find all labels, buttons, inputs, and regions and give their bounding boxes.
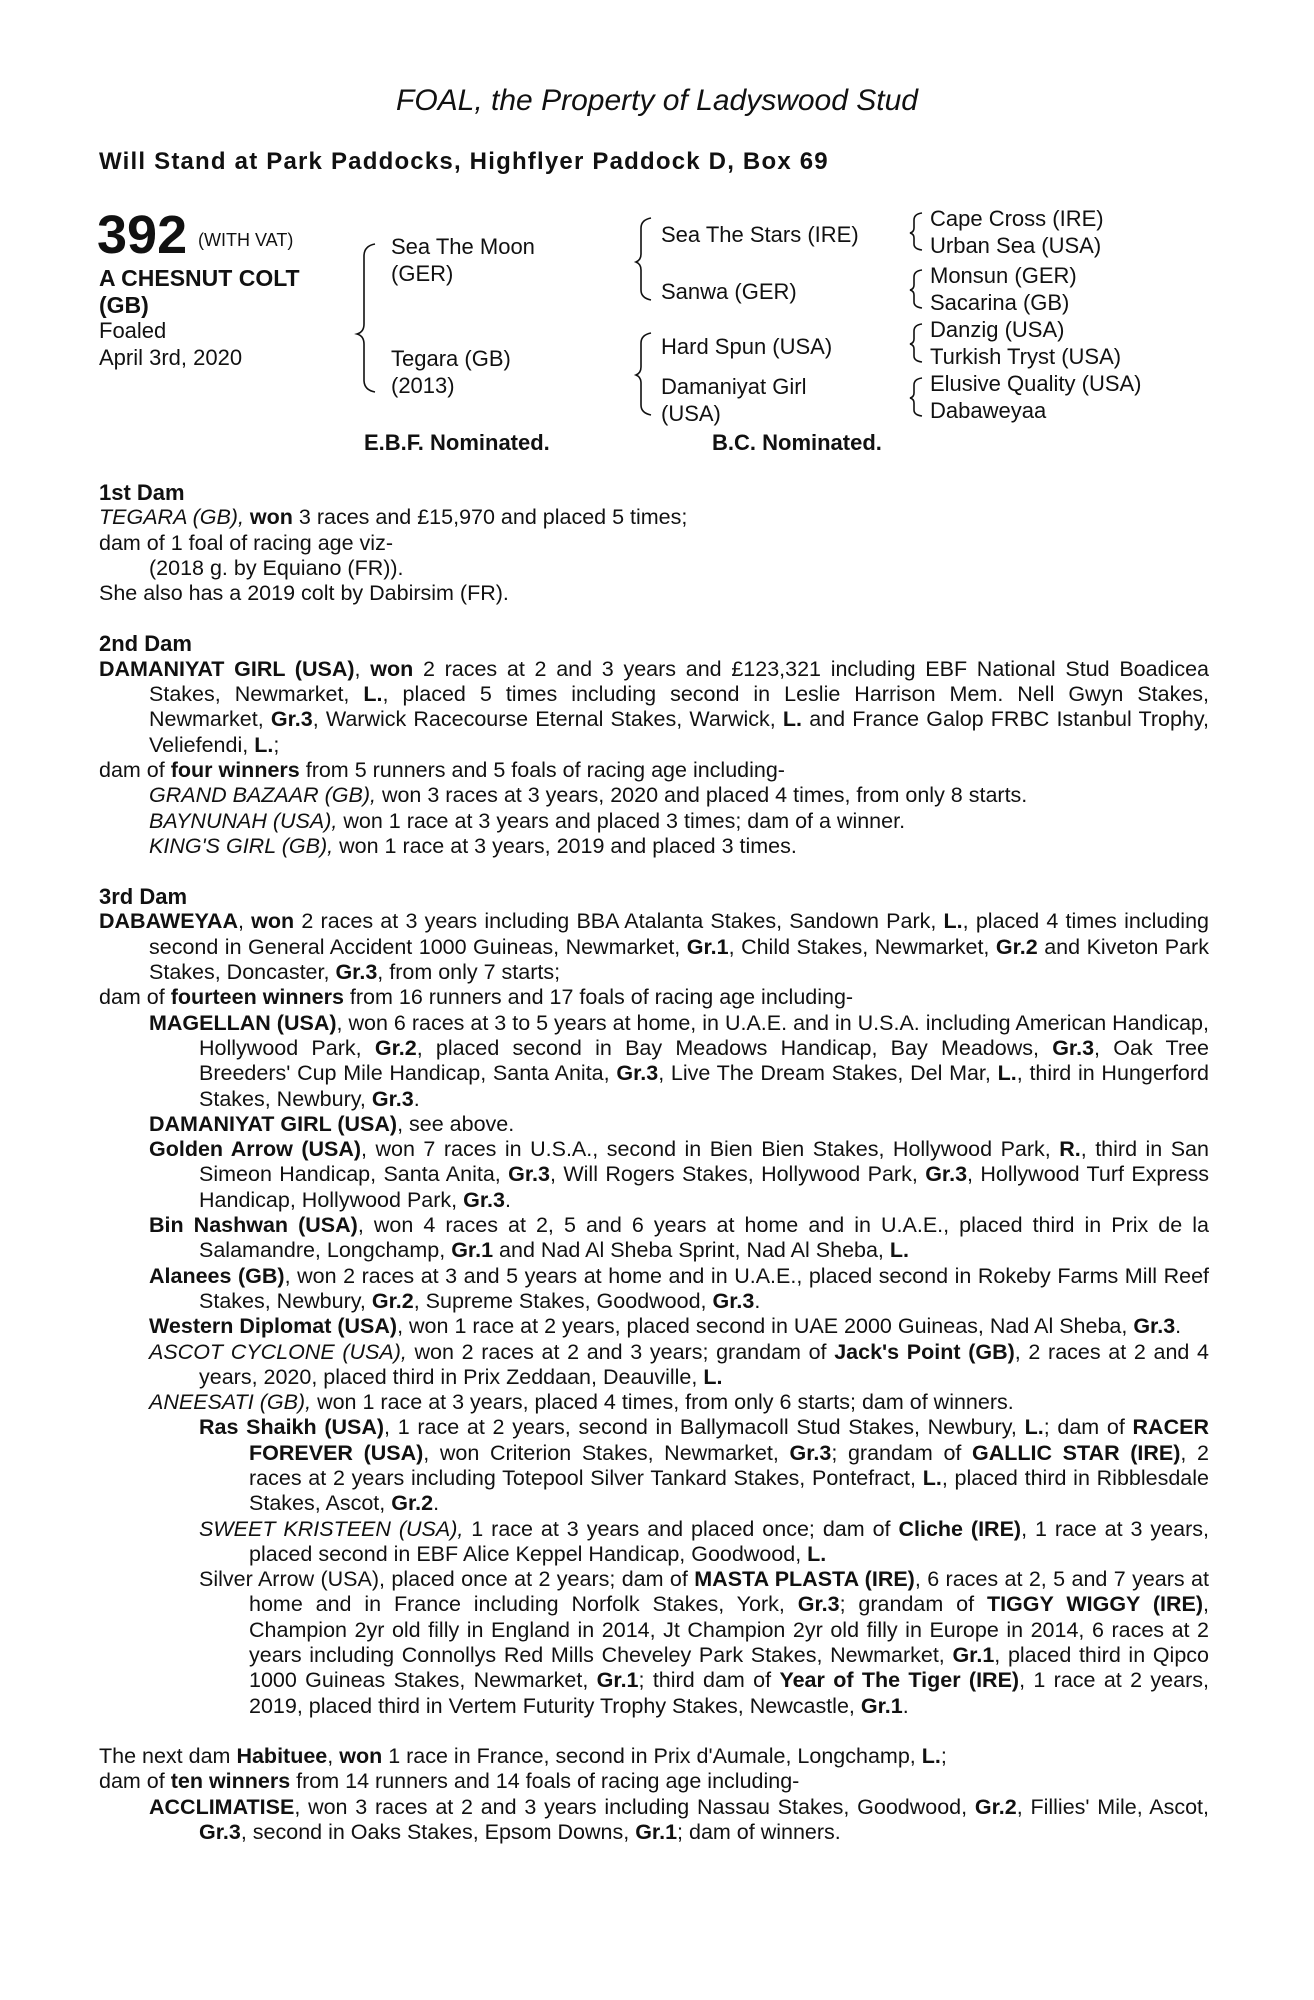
sire-name: Sea The Moon: [391, 234, 535, 259]
pedigree-dam: [391, 345, 511, 399]
second-dam-produce: dam of four winners from 5 runners and 5 foals of racing age including-: [99, 757, 785, 782]
horse-line-2: (GB): [99, 292, 149, 318]
progeny-bin-nashwan: Bin Nashwan (USA), won 4 races at 2, 5 and 6 years at home and in U.A.E., placed third in Prix de la Salamandre, Longchamp, Gr.1 and Nad Al Sheba Sprint, Nad Al Sheba, L.: [149, 1213, 1210, 1263]
progeny-damaniyat-girl: DAMANIYAT GIRL (USA), see above.: [149, 1111, 515, 1136]
dam-year: (2013): [391, 373, 455, 398]
second-dam-record: DAMANIYAT GIRL (USA), won 2 races at 2 and 3 years and £123,321 including EBF National Stud Boadicea Stakes, Newmarket, L., placed 5 times including second in Leslie Harrison Mem. Nell Gwyn Stakes, Newmarket, Gr.3, Warwick Racecourse Eternal Stakes, Warwick, L. and France Galop FRBC Istanbul Trophy, Veliefendi, L.;: [99, 656, 1210, 757]
pedigree-g8: Dabaweyaa: [930, 398, 1047, 423]
pedigree-g6: Turkish Tryst (USA): [930, 344, 1122, 369]
foaled-label: Foaled: [99, 318, 167, 343]
second-dam-progeny-3: KING'S GIRL (GB), won 1 race at 3 years, 2019 and placed 3 times.: [149, 833, 797, 858]
progeny-alanees: Alanees (GB), won 2 races at 3 and 5 years at home and in U.A.E., placed second in Rokeby Farms Mill Reef Stakes, Newbury, Gr.2, Supreme Stakes, Goodwood, Gr.3.: [149, 1263, 1209, 1313]
progeny-golden-arrow: Golden Arrow (USA), won 7 races in U.S.A., second in Bien Bien Stakes, Hollywood Park, R., third in San Simeon Handicap, Santa Anita, Gr.3, Will Rogers Stakes, Hollywood Park, Gr.3, Hollywood Turf Express Handicap, Hollywood Park, Gr.3.: [149, 1137, 1209, 1212]
pedigree-g5: Danzig (USA): [930, 317, 1065, 342]
progeny-aneesati: ANEESATI (GB), won 1 race at 3 years, placed 4 times, from only 6 starts; dam of winners.: [149, 1390, 1014, 1415]
third-dam-record: DABAWEYAA, won 2 races at 3 years including BBA Atalanta Stakes, Sandown Park, L., placed 4 times including second in General Accident 1000 Guineas, Newmarket, Gr.1, Child Stakes, Newmarket, Gr.2 and Kiveton Park Stakes, Doncaster, Gr.3, from only 7 starts;: [99, 909, 1209, 985]
pedigree-dam-dam: [661, 373, 806, 427]
progeny-ras-shaikh: Ras Shaikh (USA), 1 race at 2 years, second in Ballymacoll Stud Stakes, Newbury, L.; dam of RACER FOREVER (USA), won Criterion Stakes, Newmarket, Gr.3; grandam of GALLIC STAR (IRE), 2 races at 2 years including Totepool Silver Tankard Stakes, Pontefract, L., placed third in Ribblesdale Stakes, Ascot, Gr.2.: [199, 1415, 1209, 1516]
dam-dam-country: (USA): [661, 401, 721, 426]
foaled-date: April 3rd, 2020: [99, 345, 243, 370]
second-dam-progeny-2: BAYNUNAH (USA), won 1 race at 3 years and placed 3 times; dam of a winner.: [149, 808, 906, 833]
pedigree-sire-sire: Sea The Stars (IRE): [661, 222, 859, 247]
first-dam-note: She also has a 2019 colt by Dabirsim (FR).: [99, 581, 509, 606]
next-dam-produce: dam of ten winners from 14 runners and 14 foals of racing age including-: [99, 1769, 800, 1794]
next-dam-record: The next dam Habituee, won 1 race in France, second in Prix d'Aumale, Longchamp, L.;: [99, 1743, 947, 1768]
next-dam-section: [99, 1744, 1209, 1845]
page-title: FOAL, the Property of Ladyswood Stud: [396, 84, 918, 117]
dam-record: [99, 480, 1209, 1870]
pedigree-g1: Cape Cross (IRE): [930, 206, 1104, 231]
sire-country: (GER): [391, 261, 454, 286]
pedigree-dam-sire: Hard Spun (USA): [661, 334, 833, 359]
pedigree-sire-dam: Sanwa (GER): [661, 279, 797, 304]
pedigree-sire: [391, 233, 535, 287]
dam-name: Tegara (GB): [391, 346, 511, 371]
first-dam-line: TEGARA (GB), won 3 races and £15,970 and placed 5 times;: [99, 505, 688, 530]
pedigree-g4: Sacarina (GB): [930, 290, 1070, 315]
progeny-ascot-cyclone: ASCOT CYCLONE (USA), won 2 races at 2 and 3 years; grandam of Jack's Point (GB), 2 races at 2 and 4 years, 2020, placed third in Prix Zeddaan, Deauville, L.: [149, 1339, 1209, 1389]
vat-note: (WITH VAT): [198, 230, 294, 250]
second-dam-heading: 2nd Dam: [99, 631, 192, 657]
progeny-acclimatise: ACCLIMATISE, won 3 races at 2 and 3 years including Nassau Stakes, Goodwood, Gr.2, Fillies' Mile, Ascot, Gr.3, second in Oaks Stakes, Epsom Downs, Gr.1; dam of winners.: [149, 1794, 1209, 1844]
first-dam-foal: (2018 g. by Equiano (FR)).: [149, 555, 404, 580]
pedigree-g2: Urban Sea (USA): [930, 233, 1102, 258]
third-dam-heading: 3rd Dam: [99, 884, 188, 910]
pedigree-g7: Elusive Quality (USA): [930, 371, 1142, 396]
second-dam-section: [99, 631, 1209, 859]
stand-location: Will Stand at Park Paddocks, Highflyer Paddock D, Box 69: [99, 148, 829, 175]
progeny-sweet-kristeen: SWEET KRISTEEN (USA), 1 race at 3 years and placed once; dam of Cliche (IRE), 1 race at 3 years, placed second in EBF Alice Keppel Handicap, Goodwood, L.: [199, 1516, 1209, 1566]
pedigree-g3: Monsun (GER): [930, 263, 1077, 288]
horse-line-1: A CHESNUT COLT: [99, 265, 300, 291]
dam-dam-name: Damaniyat Girl: [661, 374, 807, 399]
progeny-magellan: MAGELLAN (USA), won 6 races at 3 to 5 years at home, in U.A.E. and in U.S.A. including American Handicap, Hollywood Park, Gr.2, placed second in Bay Meadows Handicap, Bay Meadows, Gr.3, Oak Tree Breeders' Cup Mile Handicap, Santa Anita, Gr.3, Live The Dream Stakes, Del Mar, L., third in Hungerford Stakes, Newbury, Gr.3.: [149, 1010, 1209, 1111]
first-dam-produce: dam of 1 foal of racing age viz-: [99, 530, 393, 555]
lot-number: 392: [97, 205, 188, 265]
bc-nominated: B.C. Nominated.: [712, 430, 882, 455]
ebf-nominated: E.B.F. Nominated.: [364, 430, 550, 455]
first-dam-section: [99, 480, 1209, 606]
second-dam-progeny-1: GRAND BAZAAR (GB), won 3 races at 3 years, 2020 and placed 4 times, from only 8 starts.: [149, 783, 1028, 808]
third-dam-section: [99, 884, 1209, 1719]
third-dam-produce: dam of fourteen winners from 16 runners and 17 foals of racing age including-: [99, 985, 854, 1010]
progeny-western-diplomat: Western Diplomat (USA), won 1 race at 2 years, placed second in UAE 2000 Guineas, Nad Al Sheba, Gr.3.: [149, 1314, 1182, 1339]
first-dam-heading: 1st Dam: [99, 480, 185, 505]
progeny-silver-arrow: Silver Arrow (USA), placed once at 2 years; dam of MASTA PLASTA (IRE), 6 races at 2, 5 and 7 years at home and in France including Norfolk Stakes, York, Gr.3; grandam of TIGGY WIGGY (IRE), Champion 2yr old filly in England in 2014, Jt Champion 2yr old filly in Europe in 2014, 6 races at 2 years including Connollys Red Mills Cheveley Park Stakes, Newmarket, Gr.1, placed third in Qipco 1000 Guineas Stakes, Newmarket, Gr.1; third dam of Year of The Tiger (IRE), 1 race at 2 years, 2019, placed third in Vertem Futurity Trophy Stakes, Newcastle, Gr.1.: [199, 1567, 1209, 1718]
